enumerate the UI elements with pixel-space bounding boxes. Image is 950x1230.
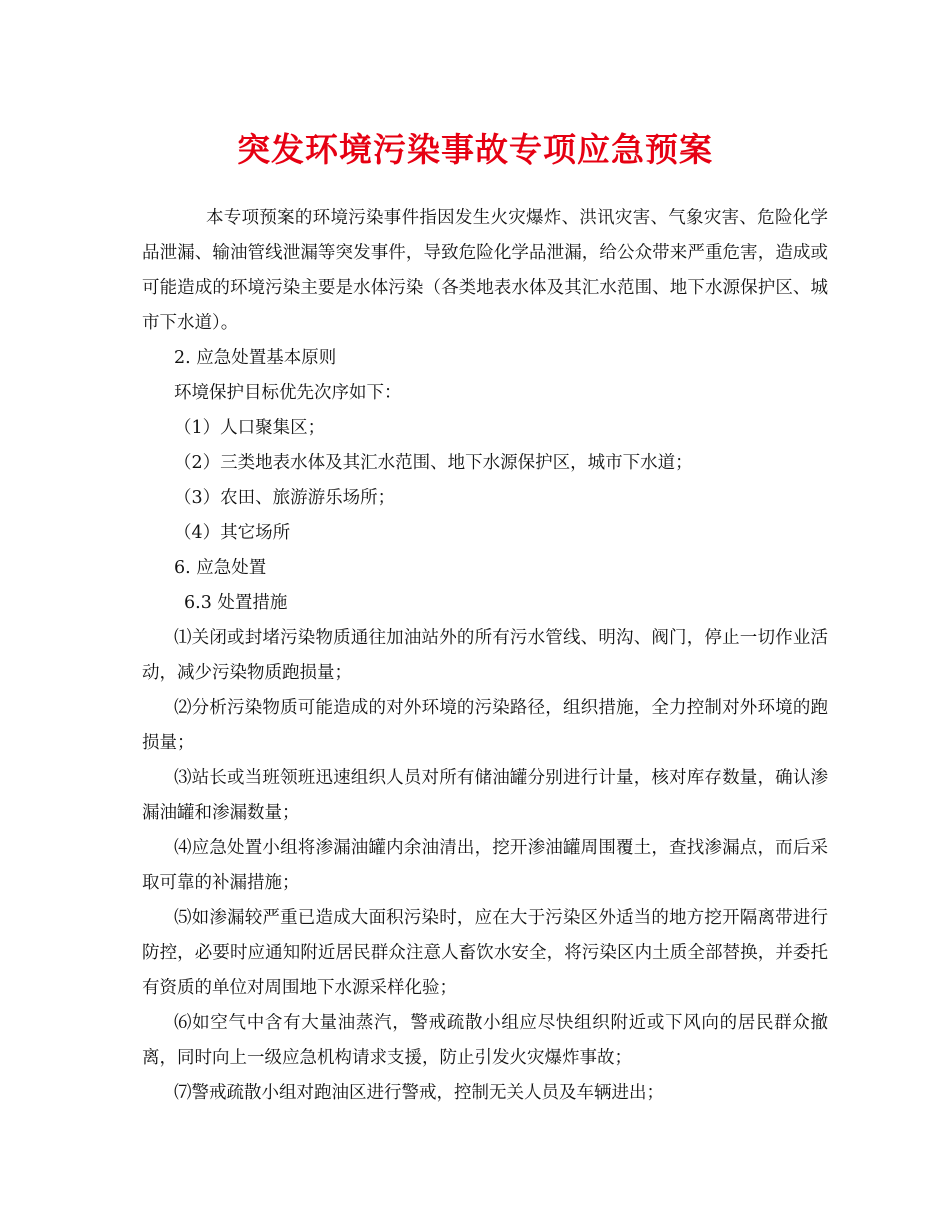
measure-item-3: ⑶站长或当班领班迅速组织人员对所有储油罐分别进行计量，核对库存数量，确认渗漏油罐和渗漏数量； [142,768,828,823]
priority-item-3: （3）农田、旅游游乐场所； [174,488,396,508]
priority-item-1: （1）人口聚集区； [174,418,326,438]
measure-item-5: ⑸如渗漏较严重已造成大面积污染时，应在大于污染区外适当的地方挖开隔离带进行防控，必要时应通知附近居民群众注意人畜饮水安全，将污染区内土质全部替换，并委托有资质的单位对周围地下水源采样化验； [142,908,828,998]
measure-item-7: ⑺警戒疏散小组对跑油区进行警戒，控制无关人员及车辆进出； [174,1083,664,1103]
measure-item-2: ⑵分析污染物质可能造成的对外环境的污染路径，组织措施，全力控制对外环境的跑损量； [142,698,828,753]
section-heading-principles: 2. 应急处置基本原则 [174,348,337,368]
document-body [142,201,828,1111]
priority-item-2: （2）三类地表水体及其汇水范围、地下水源保护区，城市下水道； [174,453,693,473]
measure-item-4: ⑷应急处置小组将渗漏油罐内余油清出，挖开渗油罐周围覆土，查找渗漏点，而后采取可靠的补漏措施； [142,838,828,893]
section-heading-response: 6. 应急处置 [174,558,267,578]
document-title: 突发环境污染事故专项应急预案 [237,130,713,169]
priority-item-4: （4）其它场所 [174,523,291,543]
measure-item-6: ⑹如空气中含有大量油蒸汽，警戒疏散小组应尽快组织附近或下风向的居民群众撤离，同时向上一级应急机构请求支援，防止引发火灾爆炸事故； [142,1013,828,1068]
intro-paragraph: 本专项预案的环境污染事件指因发生火灾爆炸、洪讯灾害、气象灾害、危险化学品泄漏、输油管线泄漏等突发事件，导致危险化学品泄漏，给公众带来严重危害，造成或可能造成的环境污染主要是水体污染（各类地表水体及其汇水范围、地下水源保护区、城市下水道）。 [142,208,828,333]
priority-intro-line: 环境保护目标优先次序如下： [174,383,402,403]
measure-item-1: ⑴关闭或封堵污染物质通往加油站外的所有污水管线、明沟、阀门，停止一切作业活动，减少污染物质跑损量； [142,628,828,683]
subsection-heading-measures: 6.3 处置措施 [184,593,288,613]
